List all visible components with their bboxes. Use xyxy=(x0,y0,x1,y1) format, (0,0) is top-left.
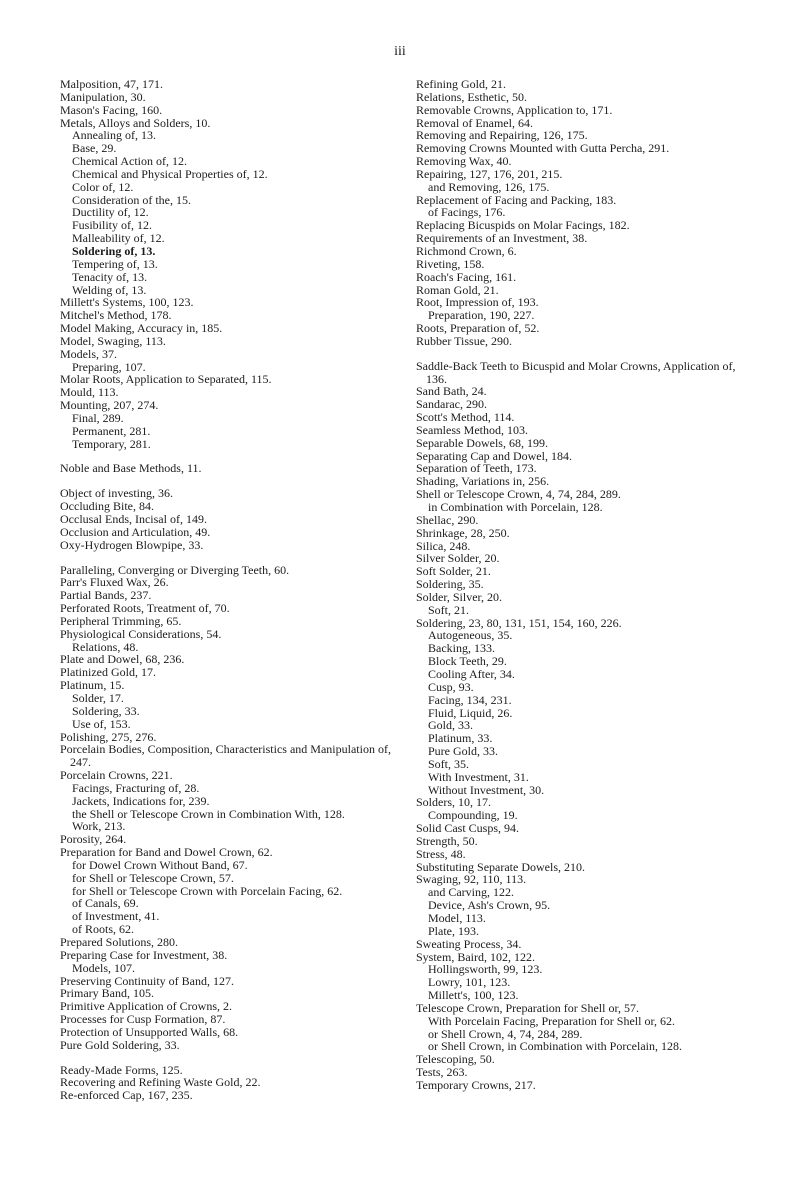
index-entry: Silver Solder, 20. xyxy=(416,551,500,566)
index-entry: Roman Gold, 21. xyxy=(416,282,499,297)
index-entry: Recovering and Refining Waste Gold, 22. xyxy=(60,1075,261,1090)
page-number: iii xyxy=(394,44,406,59)
index-subentry: for Shell or Telescope Crown, 57. xyxy=(72,870,234,885)
index-entry: Partial Bands, 237. xyxy=(60,588,152,603)
index-subentry: Soft, 21. xyxy=(428,602,470,617)
index-subentry: Preparing, 107. xyxy=(72,359,146,374)
index-subentry: Fusibility of, 12. xyxy=(72,218,153,233)
index-entry: Porcelain Crowns, 221. xyxy=(60,768,173,783)
index-entry: Molar Roots, Application to Separated, 115. xyxy=(60,372,272,387)
index-subentry: Plate, 193. xyxy=(428,923,479,938)
index-entry: Soldering, 23, 80, 131, 151, 154, 160, 226. xyxy=(416,615,622,630)
index-entry: Re-enforced Cap, 167, 235. xyxy=(60,1088,193,1103)
index-subentry: Preparation, 190, 227. xyxy=(428,308,535,323)
index-subentry: Annealing of, 13. xyxy=(72,128,156,143)
index-entry: Soldering, 35. xyxy=(416,577,484,592)
index-entry: Manipulation, 30. xyxy=(60,89,146,104)
index-entry: Separable Dowels, 68, 199. xyxy=(416,435,548,450)
index-entry: Swaging, 92, 110, 113. xyxy=(416,872,527,887)
index-entry: Millett's Systems, 100, 123. xyxy=(60,295,194,310)
index-entry: Solders, 10, 17. xyxy=(416,795,491,810)
index-entry: Saddle-Back Teeth to Bicuspid and Molar Crowns, Application of, 136. xyxy=(416,358,736,386)
index-entry: Noble and Base Methods, 11. xyxy=(60,461,202,476)
index-entry: Paralleling, Converging or Diverging Teeth, 60. xyxy=(60,562,290,577)
index-subentry: Welding of, 13. xyxy=(72,282,147,297)
index-subentry: Temporary, 281. xyxy=(72,436,151,451)
index-entry: Parr's Fluxed Wax, 26. xyxy=(60,575,169,590)
index-entry: Metals, Alloys and Solders, 10. xyxy=(60,115,211,130)
index-subentry: for Dowel Crown Without Band, 67. xyxy=(72,857,248,872)
index-entry: Primitive Application of Crowns, 2. xyxy=(60,999,232,1014)
index-subentry: With Porcelain Facing, Preparation for Shell or, 62. xyxy=(428,1013,675,1028)
index-subentry: Tenacity of, 13. xyxy=(72,269,148,284)
index-entry: Models, 37. xyxy=(60,346,117,361)
index-entry: Refining Gold, 21. xyxy=(416,77,506,91)
index-entry: Shellac, 290. xyxy=(416,512,479,527)
index-entry: Roots, Preparation of, 52. xyxy=(416,321,540,336)
index-subentry: the Shell or Telescope Crown in Combination With, 128. xyxy=(72,806,345,821)
index-subentry: Final, 289. xyxy=(72,410,124,425)
index-subentry: Consideration of the, 15. xyxy=(72,192,191,207)
index-subentry: Backing, 133. xyxy=(428,641,495,656)
index-subentry: and Carving, 122. xyxy=(428,885,514,900)
index-entry: Occlusal Ends, Incisal of, 149. xyxy=(60,512,207,526)
index-entry: Removable Crowns, Application to, 171. xyxy=(416,102,613,117)
index-entry: Malposition, 47, 171. xyxy=(60,77,164,91)
index-entry: Removing Wax, 40. xyxy=(416,154,512,169)
index-subentry: Soldering of, 13. xyxy=(72,243,156,258)
index-subentry: Cooling After, 34. xyxy=(428,666,515,681)
index-subentry: With Investment, 31. xyxy=(428,769,529,784)
index-entry: Sandarac, 290. xyxy=(416,397,487,412)
index-entry: Replacing Bicuspids on Molar Facings, 182. xyxy=(416,218,630,233)
index-entry: Removing Crowns Mounted with Gutta Percha, 291. xyxy=(416,141,670,156)
index-entry: Mould, 113. xyxy=(60,385,119,400)
index-entry: Model Making, Accuracy in, 185. xyxy=(60,321,223,336)
index-entry: Substituting Separate Dowels, 210. xyxy=(416,859,585,874)
index-entry: Preparation for Band and Dowel Crown, 62. xyxy=(60,845,273,860)
index-subentry: of Canals, 69. xyxy=(72,896,139,911)
index-entry: Shell or Telescope Crown, 4, 74, 284, 289. xyxy=(416,487,621,502)
index-subentry: Facings, Fracturing of, 28. xyxy=(72,780,200,795)
index-subentry: Malleability of, 12. xyxy=(72,231,165,246)
index-entry: Mitchel's Method, 178. xyxy=(60,308,172,323)
index-entry: Removal of Enamel, 64. xyxy=(416,115,533,130)
index-entry: Rubber Tissue, 290. xyxy=(416,333,513,348)
index-entry: Prepared Solutions, 280. xyxy=(60,935,178,949)
index-subentry: Device, Ash's Crown, 95. xyxy=(428,898,551,913)
index-column-right xyxy=(416,78,746,1092)
index-entry: Protection of Unsupported Walls, 68. xyxy=(60,1024,239,1039)
index-subentry: of Investment, 41. xyxy=(72,909,160,924)
index-entry: Plate and Dowel, 68, 236. xyxy=(60,652,185,667)
index-subentry: Hollingsworth, 99, 123. xyxy=(428,962,543,977)
index-subentry: Tempering of, 13. xyxy=(72,256,158,271)
index-subentry: Soldering, 33. xyxy=(72,703,140,718)
index-entry: Peripheral Trimming, 65. xyxy=(60,613,182,628)
index-entry: Pure Gold Soldering, 33. xyxy=(60,1037,180,1052)
index-subentry: Chemical Action of, 12. xyxy=(72,154,187,169)
index-subentry: of Facings, 176. xyxy=(428,205,506,220)
index-subentry: Cusp, 93. xyxy=(428,679,474,694)
index-entry: Oxy-Hydrogen Blowpipe, 33. xyxy=(60,537,204,552)
index-entry: Physiological Considerations, 54. xyxy=(60,626,222,641)
index-entry: Seamless Method, 103. xyxy=(416,422,528,437)
index-entry: Platinized Gold, 17. xyxy=(60,665,156,680)
index-subentry: Models, 107. xyxy=(72,960,135,975)
index-entry: Sweating Process, 34. xyxy=(416,936,522,951)
index-entry: Model, Swaging, 113. xyxy=(60,333,166,348)
index-subentry: Soft, 35. xyxy=(428,756,470,771)
index-subentry: Color of, 12. xyxy=(72,179,134,194)
index-entry: Primary Band, 105. xyxy=(60,986,154,1001)
index-subentry: Base, 29. xyxy=(72,141,117,156)
index-entry: Telescope Crown, Preparation for Shell or, 57. xyxy=(416,1000,639,1015)
index-subentry: Autogeneous, 35. xyxy=(428,628,513,643)
index-subentry: Pure Gold, 33. xyxy=(428,744,498,759)
index-entry: Relations, Esthetic, 50. xyxy=(416,89,527,104)
index-entry: Mason's Facing, 160. xyxy=(60,102,163,117)
index-subentry: Fluid, Liquid, 26. xyxy=(428,705,513,720)
index-entry: Scott's Method, 114. xyxy=(416,410,515,425)
index-entry: Object of investing, 36. xyxy=(60,486,173,501)
index-subentry: Ductility of, 12. xyxy=(72,205,149,220)
index-subentry: or Shell Crown, in Combination with Porcelain, 128. xyxy=(428,1039,682,1054)
index-subentry: Facing, 134, 231. xyxy=(428,692,512,707)
index-entry: Richmond Crown, 6. xyxy=(416,243,517,258)
index-entry: Separation of Teeth, 173. xyxy=(416,461,537,476)
index-entry: Solid Cast Cusps, 94. xyxy=(416,821,520,836)
index-entry: Strength, 50. xyxy=(416,833,478,848)
index-subentry: Lowry, 101, 123. xyxy=(428,975,511,990)
index-entry: Perforated Roots, Treatment of, 70. xyxy=(60,601,230,616)
index-subentry: Use of, 153. xyxy=(72,716,131,731)
index-subentry: Millett's, 100, 123. xyxy=(428,988,519,1003)
index-entry: Silica, 248. xyxy=(416,538,471,553)
index-subentry: Compounding, 19. xyxy=(428,808,518,823)
index-entry: Shading, Variations in, 256. xyxy=(416,474,550,489)
index-subentry: Model, 113. xyxy=(428,911,486,925)
index-entry: Preparing Case for Investment, 38. xyxy=(60,947,228,962)
index-entry: Repairing, 127, 176, 201, 215. xyxy=(416,166,563,181)
index-entry: Tests, 263. xyxy=(416,1065,468,1080)
index-entry: Shrinkage, 28, 250. xyxy=(416,525,510,540)
index-subentry: Chemical and Physical Properties of, 12. xyxy=(72,166,268,181)
index-entry: Telescoping, 50. xyxy=(416,1052,495,1067)
index-entry: Platinum, 15. xyxy=(60,678,125,693)
index-subentry: or Shell Crown, 4, 74, 284, 289. xyxy=(428,1026,583,1041)
index-subentry: Platinum, 33. xyxy=(428,731,493,746)
index-subentry: of Roots, 62. xyxy=(72,922,135,937)
index-entry: Mounting, 207, 274. xyxy=(60,398,159,413)
index-entry: Root, Impression of, 193. xyxy=(416,295,539,310)
index-entry: Ready-Made Forms, 125. xyxy=(60,1062,183,1077)
index-entry: Occlusion and Articulation, 49. xyxy=(60,524,211,539)
index-subentry: Without Investment, 30. xyxy=(428,782,545,797)
index-subentry: Relations, 48. xyxy=(72,639,139,654)
index-entry: Separating Cap and Dowel, 184. xyxy=(416,448,572,463)
index-entry: Porcelain Bodies, Composition, Characteristics and Manipulation of, 247. xyxy=(60,742,391,770)
index-entry: Preserving Continuity of Band, 127. xyxy=(60,973,234,988)
index-column-left xyxy=(60,78,400,1102)
index-entry: Roach's Facing, 161. xyxy=(416,269,517,284)
index-entry: Replacement of Facing and Packing, 183. xyxy=(416,192,617,207)
index-entry: Occluding Bite, 84. xyxy=(60,499,154,514)
index-entry: Soft Solder, 21. xyxy=(416,564,491,579)
index-entry: Removing and Repairing, 126, 175. xyxy=(416,128,588,143)
index-subentry: Permanent, 281. xyxy=(72,423,151,438)
index-entry: Temporary Crowns, 217. xyxy=(416,1077,536,1092)
index-subentry: Gold, 33. xyxy=(428,718,473,733)
index-subentry: Work, 213. xyxy=(72,819,126,834)
index-entry: Sand Bath, 24. xyxy=(416,384,487,399)
index-entry: Processes for Cusp Formation, 87. xyxy=(60,1012,226,1027)
index-subentry: and Removing, 126, 175. xyxy=(428,179,550,194)
index-subentry: for Shell or Telescope Crown with Porcelain Facing, 62. xyxy=(72,883,343,898)
index-subentry: in Combination with Porcelain, 128. xyxy=(428,500,603,514)
index-subentry: Jackets, Indications for, 239. xyxy=(72,793,210,808)
index-subentry: Block Teeth, 29. xyxy=(428,654,507,669)
index-entry: Porosity, 264. xyxy=(60,832,127,847)
index-entry: Riveting, 158. xyxy=(416,256,485,271)
index-entry: Requirements of an Investment, 38. xyxy=(416,231,588,246)
index-entry: Solder, Silver, 20. xyxy=(416,589,503,604)
index-entry: Stress, 48. xyxy=(416,846,466,861)
index-entry: Polishing, 275, 276. xyxy=(60,729,157,744)
index-subentry: Solder, 17. xyxy=(72,690,124,705)
index-entry: System, Baird, 102, 122. xyxy=(416,949,535,964)
